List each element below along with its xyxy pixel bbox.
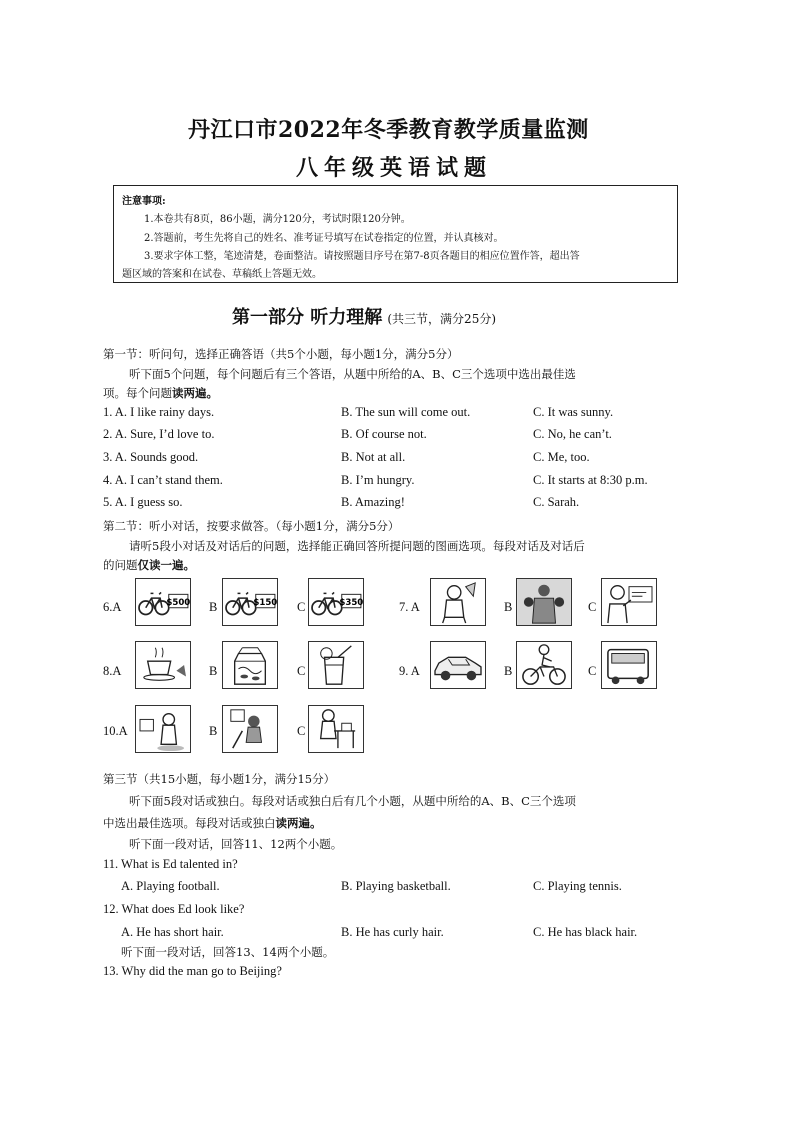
cyclist-icon <box>517 642 571 688</box>
exam-subtitle: 八年级英语试题 <box>296 155 493 181</box>
section1-title: 第一节：听问句，选择正确答语（共5个小题，每小题1分，满分5分） <box>103 347 459 361</box>
q3-option-b[interactable]: B. Not at all. <box>341 450 406 464</box>
section1-desc-2-emphasis: 读两遍。 <box>172 386 218 400</box>
q8-picture-b[interactable] <box>222 641 278 689</box>
q8-c-label: C <box>297 664 306 678</box>
section3-desc-2-emphasis: 读两遍。 <box>275 816 322 830</box>
price-tag-500: $500 <box>166 597 190 608</box>
section3-desc-2-text: 中选出最佳选项。每段对话或独白 <box>103 816 276 830</box>
teacher-icon <box>602 579 656 625</box>
q7-label: 7. A <box>399 600 420 614</box>
q4-option-c[interactable]: C. It starts at 8:30 p.m. <box>533 473 648 487</box>
notice-item-3a: 3.要求字体工整，笔迹清楚，卷面整洁。请按照题目序号在第7-8页各题目的相应位置作答，超出答 <box>144 251 580 262</box>
q7-picture-b[interactable] <box>516 578 572 626</box>
q13-question: 13. Why did the man go to Beijing? <box>103 964 282 978</box>
q11-option-a[interactable]: A. Playing football. <box>121 879 220 893</box>
q10-label: 10.A <box>103 724 128 738</box>
q7-c-label: C <box>588 600 597 614</box>
student-studying-icon <box>309 706 363 752</box>
q10-picture-b[interactable] <box>222 705 278 753</box>
q12-option-a[interactable]: A. He has short hair. <box>121 925 224 939</box>
section1-desc-2 <box>103 385 218 401</box>
q5-option-b[interactable]: B. Amazing! <box>341 495 405 509</box>
notice-item-2: 2.答题前，考生先将自己的姓名、准考证号填写在试卷指定的位置，并认真核对。 <box>144 233 504 244</box>
q6-picture-b[interactable] <box>222 578 278 626</box>
q12-question: 12. What does Ed look like? <box>103 902 245 916</box>
q4-option-a[interactable]: 4. A. I can’t stand them. <box>103 473 223 487</box>
section2-desc-2 <box>103 557 195 573</box>
q5-option-c[interactable]: C. Sarah. <box>533 495 580 509</box>
q6-b-label: B <box>209 600 218 614</box>
q2-option-b[interactable]: B. Of course not. <box>341 427 427 441</box>
girl-sweeping-icon <box>223 706 277 752</box>
q12-option-b[interactable]: B. He has curly hair. <box>341 925 444 939</box>
car-icon <box>431 642 485 688</box>
q10-c-label: C <box>297 724 306 738</box>
q10-picture-a[interactable] <box>135 705 191 753</box>
q2-option-c[interactable]: C. No, he can’t. <box>533 427 612 441</box>
astronaut-icon <box>431 579 485 625</box>
q8-picture-c[interactable] <box>308 641 364 689</box>
part1-heading <box>232 303 496 329</box>
q5-option-a[interactable]: 5. A. I guess so. <box>103 495 183 509</box>
section1-desc-2-text: 项。每个问题 <box>103 386 172 400</box>
section3-intro-2: 听下面一段对话，回答13、14两个小题。 <box>121 945 335 959</box>
q9-picture-b[interactable] <box>516 641 572 689</box>
basketball-player-icon <box>517 579 571 625</box>
q3-option-c[interactable]: C. Me, too. <box>533 450 590 464</box>
price-tag-350: $350 <box>339 597 363 608</box>
section2-title: 第二节：听小对话，按要求做答。（每小题1分，满分5分） <box>103 519 400 533</box>
q1-option-b[interactable]: B. The sun will come out. <box>341 405 471 419</box>
section3-title: 第三节（共15小题，每小题1分，满分15分） <box>103 772 336 786</box>
section2-desc-2-emphasis: 仅读一遍。 <box>137 558 195 572</box>
juice-glass-icon <box>309 642 363 688</box>
q12-option-c[interactable]: C. He has black hair. <box>533 925 638 939</box>
q9-label: 9. A <box>399 664 420 678</box>
q8-label: 8.A <box>103 664 122 678</box>
q6-label: 6.A <box>103 600 122 614</box>
q10-picture-c[interactable] <box>308 705 364 753</box>
section3-intro-1: 听下面一段对话，回答11、12两个小题。 <box>129 837 343 851</box>
q10-b-label: B <box>209 724 218 738</box>
q7-picture-a[interactable] <box>430 578 486 626</box>
bicycle-icon <box>223 579 277 625</box>
q9-picture-c[interactable] <box>601 641 657 689</box>
q9-c-label: C <box>588 664 597 678</box>
section3-desc-1: 听下面5段对话或独白。每段对话或独白后有几个小题，从题中所给的A、B、C三个选项 <box>129 794 576 808</box>
q11-option-b[interactable]: B. Playing basketball. <box>341 879 451 893</box>
q3-option-a[interactable]: 3. A. Sounds good. <box>103 450 199 464</box>
q9-b-label: B <box>504 664 513 678</box>
part1-note: (共三节，满分25分) <box>387 312 497 326</box>
person-watching-tv-icon <box>136 706 190 752</box>
section2-desc-1: 请听5段小对话及对话后的问题，选择能正确回答所提问题的图画选项。每段对话及对话后 <box>129 539 585 553</box>
q4-option-b[interactable]: B. I’m hungry. <box>341 473 415 487</box>
q8-b-label: B <box>209 664 218 678</box>
q2-option-a[interactable]: 2. A. Sure, I’d love to. <box>103 427 215 441</box>
q9-picture-a[interactable] <box>430 641 486 689</box>
notice-item-3b: 题区域的答案和在试卷、草稿纸上答题无效。 <box>122 269 322 280</box>
milk-carton-icon <box>223 642 277 688</box>
q11-option-c[interactable]: C. Playing tennis. <box>533 879 622 893</box>
notice-item-1: 1.本卷共有8页，86小题，满分120分，考试时限120分钟。 <box>144 214 411 225</box>
q11-question: 11. What is Ed talented in? <box>103 857 238 871</box>
q7-b-label: B <box>504 600 513 614</box>
part1-title: 第一部分 听力理解 <box>232 307 383 328</box>
bus-icon <box>602 642 656 688</box>
q1-option-a[interactable]: 1. A. I like rainy days. <box>103 405 215 419</box>
bicycle-icon <box>136 579 190 625</box>
tea-cup-icon <box>136 642 190 688</box>
section1-desc-1: 听下面5个问题，每个问题后有三个答语，从题中所给的A、B、C三个选项中选出最佳选 <box>129 367 576 381</box>
exam-title: 丹江口市2022年冬季教育教学质量监测 <box>188 117 589 143</box>
notice-heading: 注意事项: <box>122 196 166 207</box>
notice-box <box>113 185 678 283</box>
q7-picture-c[interactable] <box>601 578 657 626</box>
q1-option-c[interactable]: C. It was sunny. <box>533 405 614 419</box>
q6-picture-c[interactable] <box>308 578 364 626</box>
price-tag-150: $150 <box>253 597 277 608</box>
q6-c-label: C <box>297 600 306 614</box>
section3-desc-2 <box>103 815 322 831</box>
section2-desc-2-text: 的问题 <box>103 558 138 572</box>
q6-picture-a[interactable] <box>135 578 191 626</box>
q8-picture-a[interactable] <box>135 641 191 689</box>
bicycle-icon <box>309 579 363 625</box>
